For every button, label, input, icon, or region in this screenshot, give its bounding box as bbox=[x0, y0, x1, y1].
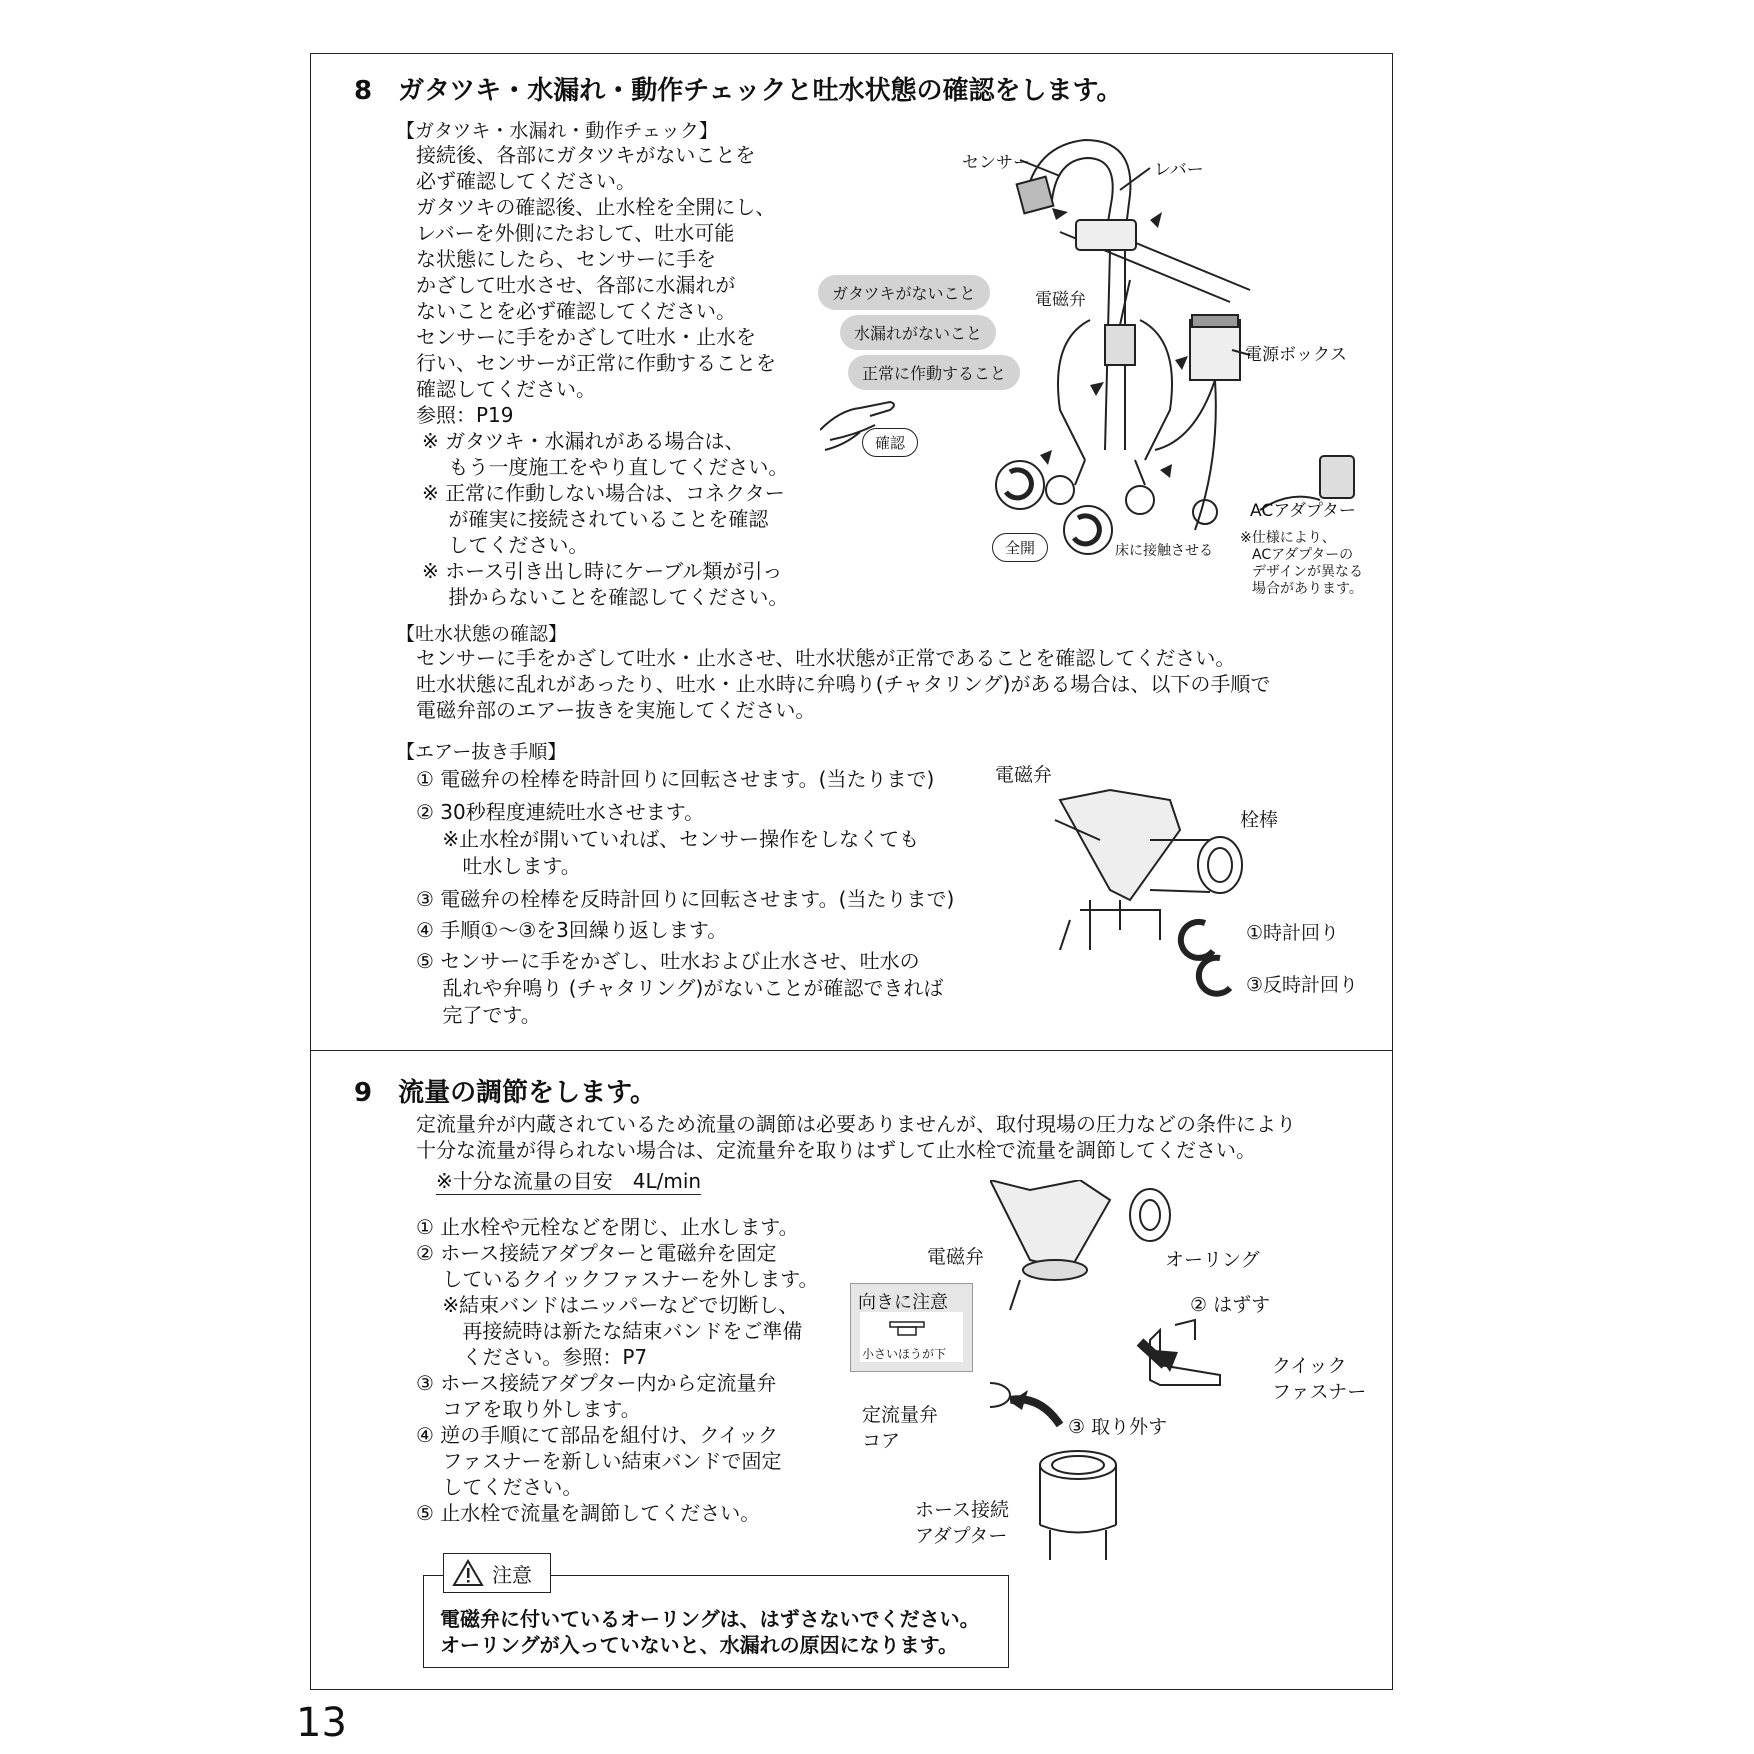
s9-valve-label: 電磁弁 bbox=[927, 1246, 985, 1268]
step-line: 完了です。 bbox=[416, 1003, 541, 1027]
step-line: してください。 bbox=[416, 1475, 583, 1499]
check-body bbox=[416, 142, 776, 428]
text-line: センサーに手をかざして吐水・止水を bbox=[416, 325, 756, 349]
step-line: 再接続時は新たな結束バンドをご準備 bbox=[416, 1319, 803, 1343]
caution-tag bbox=[443, 1553, 551, 1593]
s9-steps bbox=[416, 1214, 819, 1526]
ac-adapter-label: ACアダプター bbox=[1250, 501, 1356, 521]
core-line: 定流量弁 bbox=[862, 1404, 939, 1426]
pill-no-leak: 水漏れがないこと bbox=[840, 315, 996, 350]
flow-adjust-illustration bbox=[990, 1180, 1250, 1560]
text-line: かざして吐水させ、各部に水漏れが bbox=[416, 273, 736, 297]
note-line: が確実に接続されていることを確認 bbox=[422, 507, 769, 531]
notice-sub: 小さいほうが下 bbox=[862, 1347, 947, 1361]
step-line: ③ 電磁弁の栓棒を反時計回りに回転させます。(当たりまで) bbox=[416, 887, 955, 911]
air-heading: 【エアー抜き手順】 bbox=[396, 741, 567, 763]
step-line: ④ 手順①～③を3回繰り返します。 bbox=[416, 918, 728, 942]
step-line: ① 止水栓や元栓などを閉じ、止水します。 bbox=[416, 1215, 799, 1239]
floor-label: 床に接触させる bbox=[1115, 543, 1213, 559]
text-line: ガタツキの確認後、止水栓を全開にし、 bbox=[416, 195, 776, 219]
step-line: ください。参照：P7 bbox=[416, 1345, 648, 1369]
note-line: もう一度施工をやり直してください。 bbox=[422, 455, 789, 479]
caution-line: オーリングが入っていないと、水漏れの原因になります。 bbox=[440, 1633, 958, 1657]
text-line: 十分な流量が得られない場合は、定流量弁を取りはずして止水栓で流量を調節してください。 bbox=[416, 1138, 1256, 1162]
section-9-title: 9 流量の調節をします。 bbox=[354, 1078, 657, 1108]
caution-line: 電磁弁に付いているオーリングは、はずさないでください。 bbox=[440, 1607, 980, 1631]
air-steps bbox=[416, 766, 954, 1029]
ac-note-line: ACアダプターの bbox=[1252, 547, 1354, 563]
orientation-shape-icon bbox=[888, 1320, 928, 1338]
core-label bbox=[862, 1402, 938, 1454]
pill-works-properly: 正常に作動すること bbox=[848, 355, 1020, 390]
caution-label: 注意 bbox=[492, 1562, 532, 1587]
flow-guide: ※十分な流量の目安 4L/min bbox=[436, 1169, 702, 1193]
spout-heading: 【吐水状態の確認】 bbox=[396, 623, 568, 645]
full-open-oval: 全開 bbox=[992, 533, 1048, 562]
text-line: センサーに手をかざして吐水・止水させ、吐水状態が正常であることを確認してください。 bbox=[416, 646, 1236, 670]
valve-label: 電磁弁 bbox=[1035, 290, 1086, 310]
confirm-oval: 確認 bbox=[862, 428, 918, 457]
ac-note-line: デザインが異なる bbox=[1252, 564, 1364, 580]
section-8-title: 8 ガタツキ・水漏れ・動作チェックと吐水状態の確認をします。 bbox=[354, 76, 1123, 106]
step-line: しているクイックファスナーを外します。 bbox=[416, 1267, 819, 1291]
note-line: 掛からないことを確認してください。 bbox=[422, 585, 789, 609]
text-line: 吐水状態に乱れがあったり、吐水・止水時に弁鳴り(チャタリング)がある場合は、以下の手順で bbox=[416, 672, 1271, 696]
power-box-label: 電源ボックス bbox=[1245, 345, 1347, 365]
step-line: ⑤ センサーに手をかざし、吐水および止水させ、吐水の bbox=[416, 949, 920, 973]
text-line: 必ず確認してください。 bbox=[416, 169, 636, 193]
sensor-label: センサー bbox=[962, 153, 1030, 173]
remove-label: ② はずす bbox=[1190, 1294, 1271, 1316]
note-line: ※ ガタツキ・水漏れがある場合は、 bbox=[422, 429, 745, 453]
note-line: ※ 正常に作動しない場合は、コネクター bbox=[422, 481, 785, 505]
oring-label: オーリング bbox=[1165, 1249, 1260, 1271]
text-line: 電磁弁部のエアー抜きを実施してください。 bbox=[416, 698, 816, 722]
stem-label: 栓棒 bbox=[1240, 809, 1279, 831]
page-number: 13 bbox=[296, 1700, 347, 1746]
notes-block bbox=[422, 428, 788, 610]
step-line: 乱れや弁鳴り (チャタリング)がないことが確認できれば bbox=[416, 976, 944, 1000]
text-line: ないことを必ず確認してください。 bbox=[416, 299, 736, 323]
counterclockwise-label: ③反時計回り bbox=[1246, 974, 1359, 996]
adapter-line: アダプター bbox=[915, 1525, 1008, 1547]
s9-intro bbox=[416, 1111, 1296, 1163]
step-line: ① 電磁弁の栓棒を時計回りに回転させます。(当たりまで) bbox=[416, 767, 935, 791]
step-line: ※結束バンドはニッパーなどで切断し、 bbox=[416, 1293, 799, 1317]
text-line: 確認してください。 bbox=[416, 377, 596, 401]
clockwise-label: ①時計回り bbox=[1246, 922, 1340, 944]
step-line: ⑤ 止水栓で流量を調節してください。 bbox=[416, 1501, 761, 1525]
step-line: 吐水します。 bbox=[416, 854, 581, 878]
fastener-line: ファスナー bbox=[1272, 1381, 1367, 1403]
ac-note-line: 場合があります。 bbox=[1252, 581, 1363, 597]
spout-body bbox=[416, 645, 1270, 723]
air-valve-label: 電磁弁 bbox=[995, 764, 1053, 786]
step-line: コアを取り外します。 bbox=[416, 1397, 641, 1421]
step-line: ② 30秒程度連続吐水させます。 bbox=[416, 800, 705, 824]
lever-label: レバー bbox=[1154, 160, 1204, 180]
section-divider bbox=[310, 1050, 1393, 1051]
reference-line: 参照：P19 bbox=[416, 403, 514, 427]
text-line: 行い、センサーが正常に作動することを bbox=[416, 351, 776, 375]
fastener-label bbox=[1272, 1353, 1366, 1405]
note-line: ※ ホース引き出し時にケーブル類が引っ bbox=[422, 559, 783, 583]
pill-no-wobble: ガタツキがないこと bbox=[818, 275, 990, 310]
adapter-label bbox=[915, 1497, 1009, 1549]
text-line: 定流量弁が内蔵されているため流量の調節は必要ありませんが、取付現場の圧力などの条件により bbox=[416, 1112, 1296, 1136]
ac-note bbox=[1240, 530, 1363, 598]
notice-title: 向きに注意 bbox=[858, 1292, 948, 1313]
step-line: ④ 逆の手順にて部品を組付け、クイック bbox=[416, 1423, 779, 1447]
text-line: 接続後、各部にガタツキがないことを bbox=[416, 143, 756, 167]
step-line: ファスナーを新しい結束バンドで固定 bbox=[416, 1449, 782, 1473]
warning-triangle-icon bbox=[452, 1559, 484, 1587]
ac-note-line: ※仕様により、 bbox=[1240, 530, 1336, 546]
core-line: コア bbox=[862, 1430, 901, 1452]
step-line: ② ホース接続アダプターと電磁弁を固定 bbox=[416, 1241, 777, 1265]
counterclockwise-arrow-icon bbox=[1190, 950, 1240, 1000]
note-line: してください。 bbox=[422, 533, 589, 557]
step-line: ※止水栓が開いていれば、センサー操作をしなくても bbox=[416, 827, 920, 851]
fastener-line: クイック bbox=[1272, 1355, 1347, 1377]
caution-text bbox=[440, 1606, 980, 1658]
text-line: な状態にしたら、センサーに手を bbox=[416, 247, 716, 271]
text-line: レバーを外側にたおして、吐水可能 bbox=[416, 221, 735, 245]
check-heading: 【ガタツキ・水漏れ・動作チェック】 bbox=[396, 120, 718, 142]
step-line: ③ ホース接続アダプター内から定流量弁 bbox=[416, 1371, 777, 1395]
take-out-label: ③ 取り外す bbox=[1068, 1416, 1168, 1438]
adapter-line: ホース接続 bbox=[915, 1499, 1010, 1521]
